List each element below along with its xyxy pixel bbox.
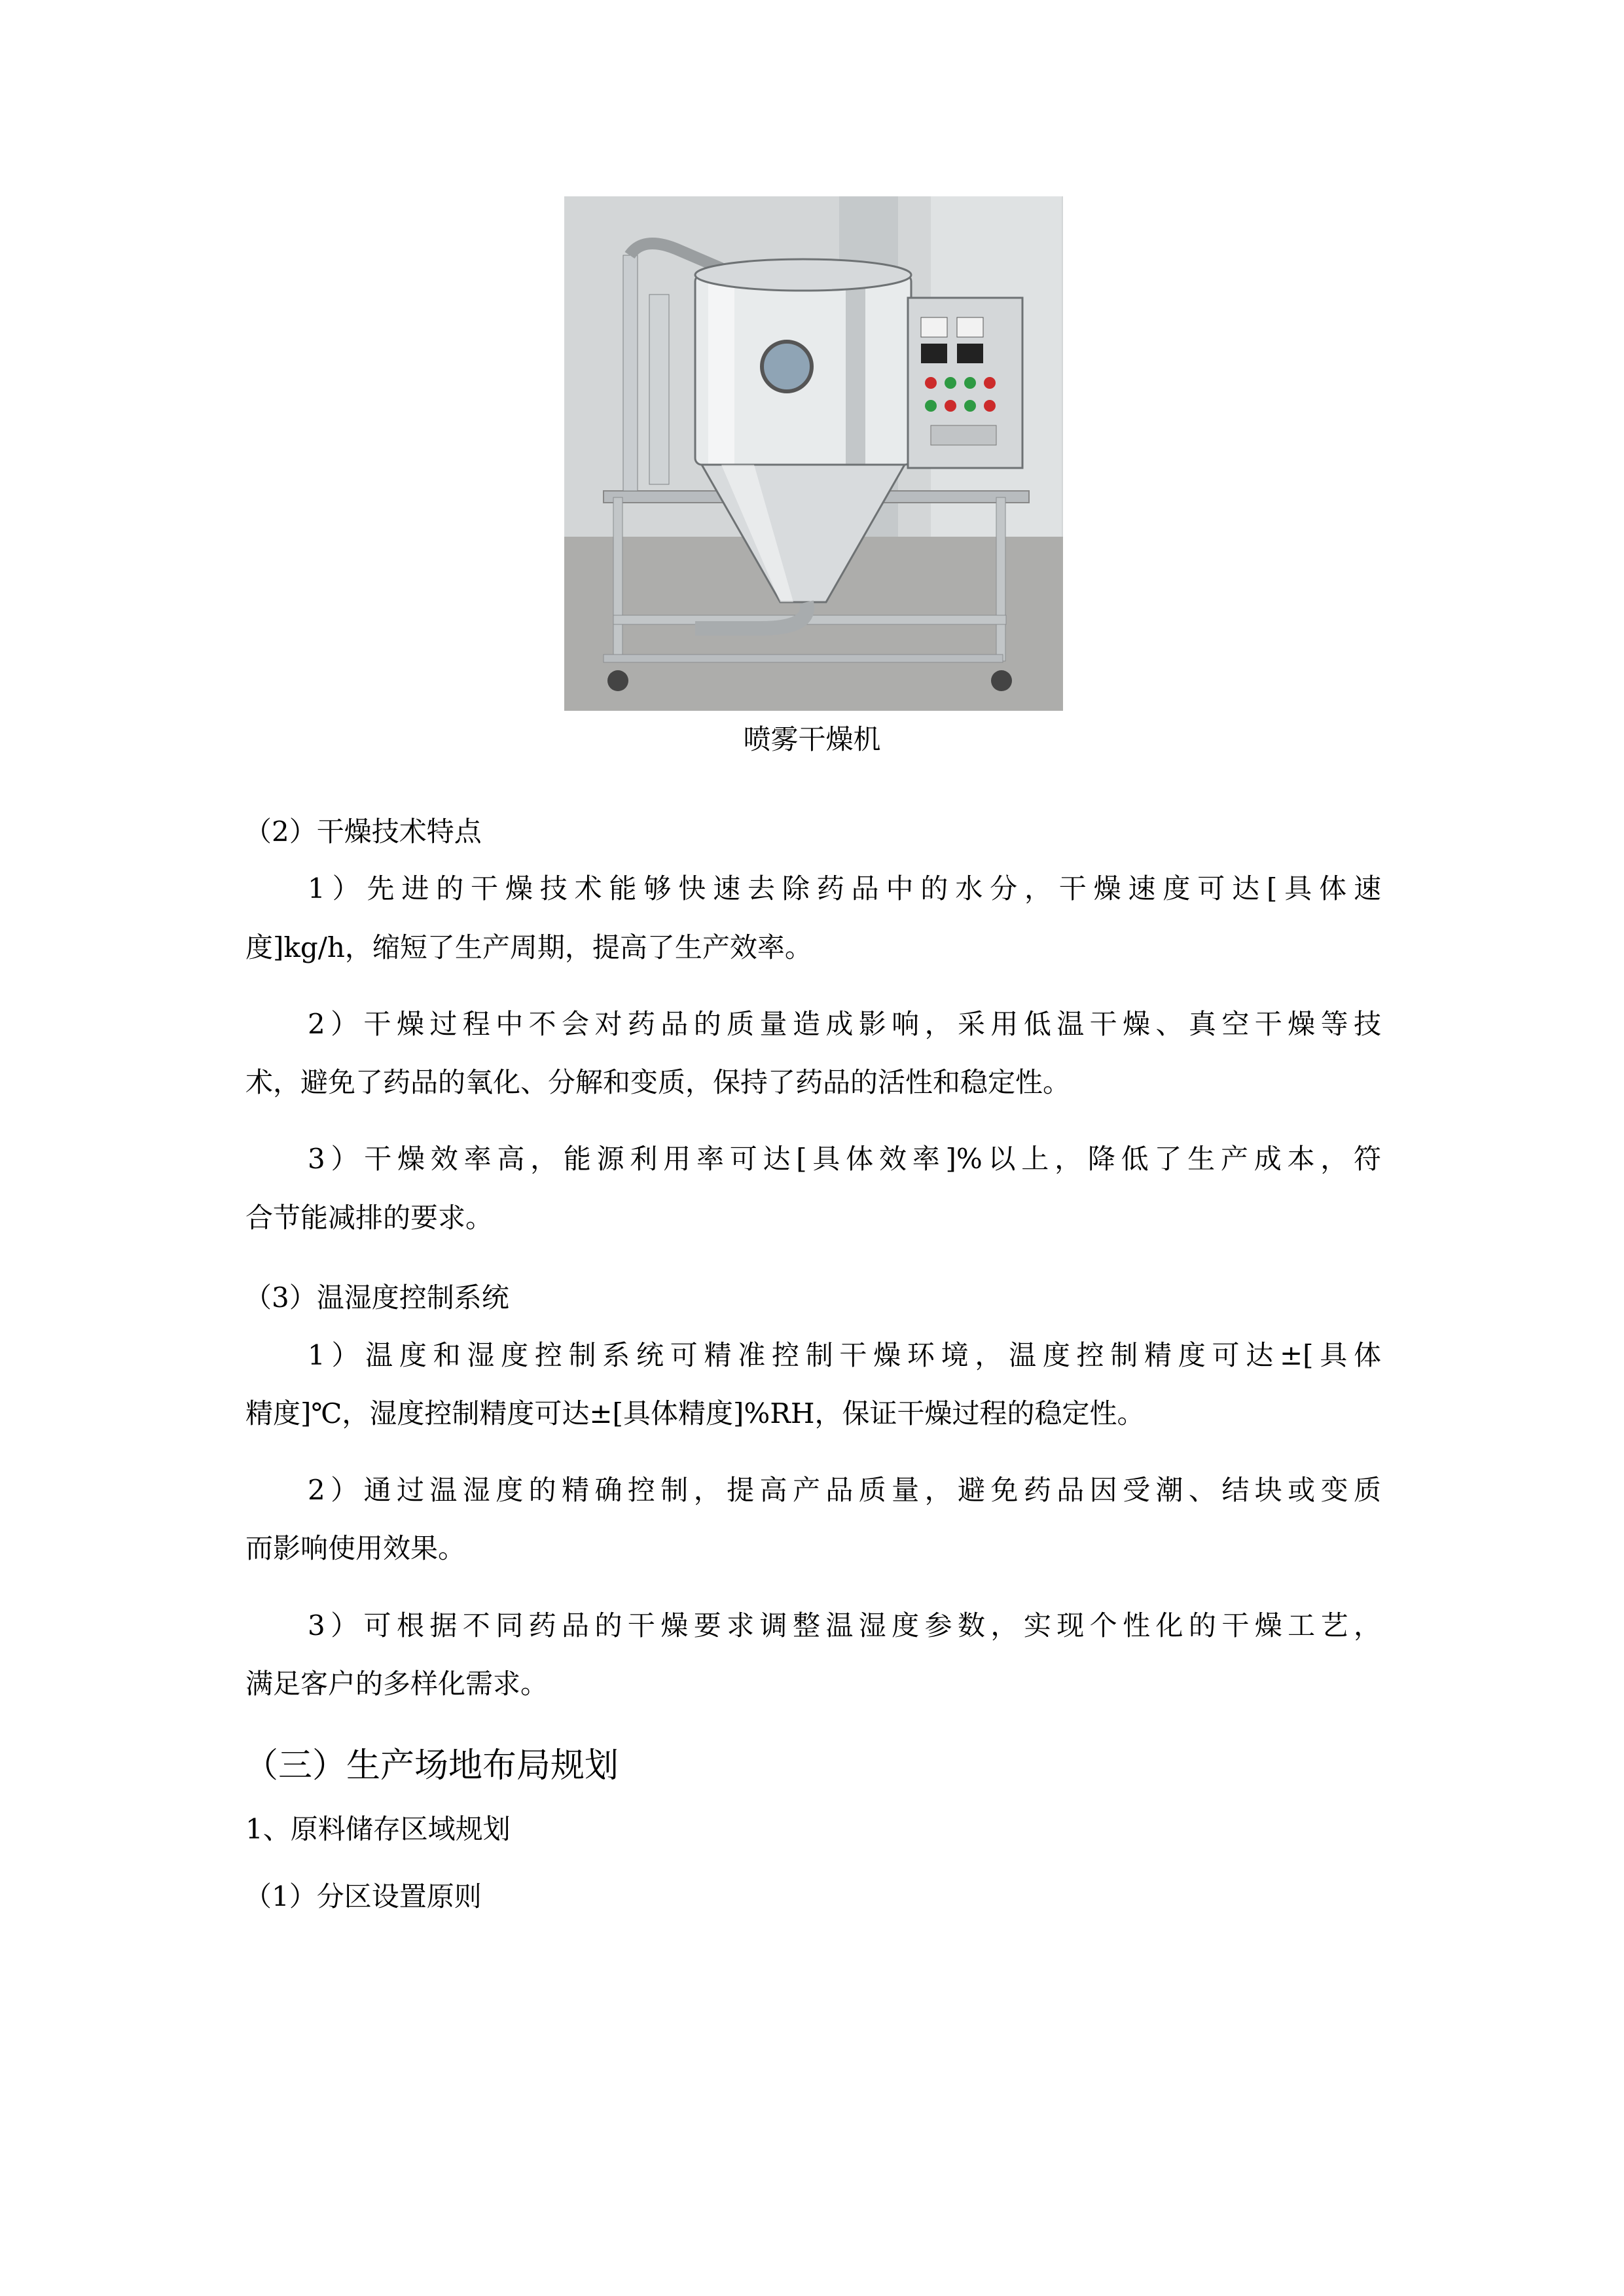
paragraph-line: 术，避免了药品的氧化、分解和变质，保持了药品的活性和稳定性。 <box>245 1066 1071 1098</box>
paragraph-line: 而影响使用效果。 <box>245 1532 466 1564</box>
subheading-zoning-principle: （1）分区设置原则 <box>244 1880 482 1912</box>
paragraph-line: 3）干燥效率高，能源利用率可达[具体效率]%以上，降低了生产成本，符 <box>308 1143 1381 1175</box>
paragraph-line: 1）先进的干燥技术能够快速去除药品中的水分，干燥速度可达[具体速 <box>308 872 1381 905</box>
paragraph-line: 满足客户的多样化需求。 <box>245 1668 549 1700</box>
paragraph-line: 1）温度和湿度控制系统可精准控制干燥环境，温度控制精度可达±[具体 <box>308 1339 1381 1371</box>
paragraph-line: 精度]℃，湿度控制精度可达±[具体精度]%RH，保证干燥过程的稳定性。 <box>245 1397 1145 1429</box>
subheading-raw-material-storage: 1、原料储存区域规划 <box>245 1813 511 1845</box>
figure-caption: 喷雾干燥机 <box>743 723 881 755</box>
paragraph-line: 2）通过温湿度的精确控制，提高产品质量，避免药品因受潮、结块或变质 <box>308 1474 1381 1506</box>
paragraph-line: 3）可根据不同药品的干燥要求调整温湿度参数，实现个性化的干燥工艺， <box>308 1609 1381 1641</box>
section-heading-drying-features: （2）干燥技术特点 <box>244 816 482 848</box>
part-heading-site-layout: （三）生产场地布局规划 <box>244 1746 619 1785</box>
paragraph-line: 2）干燥过程中不会对药品的质量造成影响，采用低温干燥、真空干燥等技 <box>308 1008 1381 1040</box>
spray-dryer-photo <box>564 196 1063 711</box>
paragraph-line: 度]kg/h，缩短了生产周期，提高了生产效率。 <box>245 931 812 963</box>
paragraph-line: 合节能减排的要求。 <box>245 1202 494 1234</box>
section-heading-climate-control: （3）温湿度控制系统 <box>244 1282 509 1314</box>
